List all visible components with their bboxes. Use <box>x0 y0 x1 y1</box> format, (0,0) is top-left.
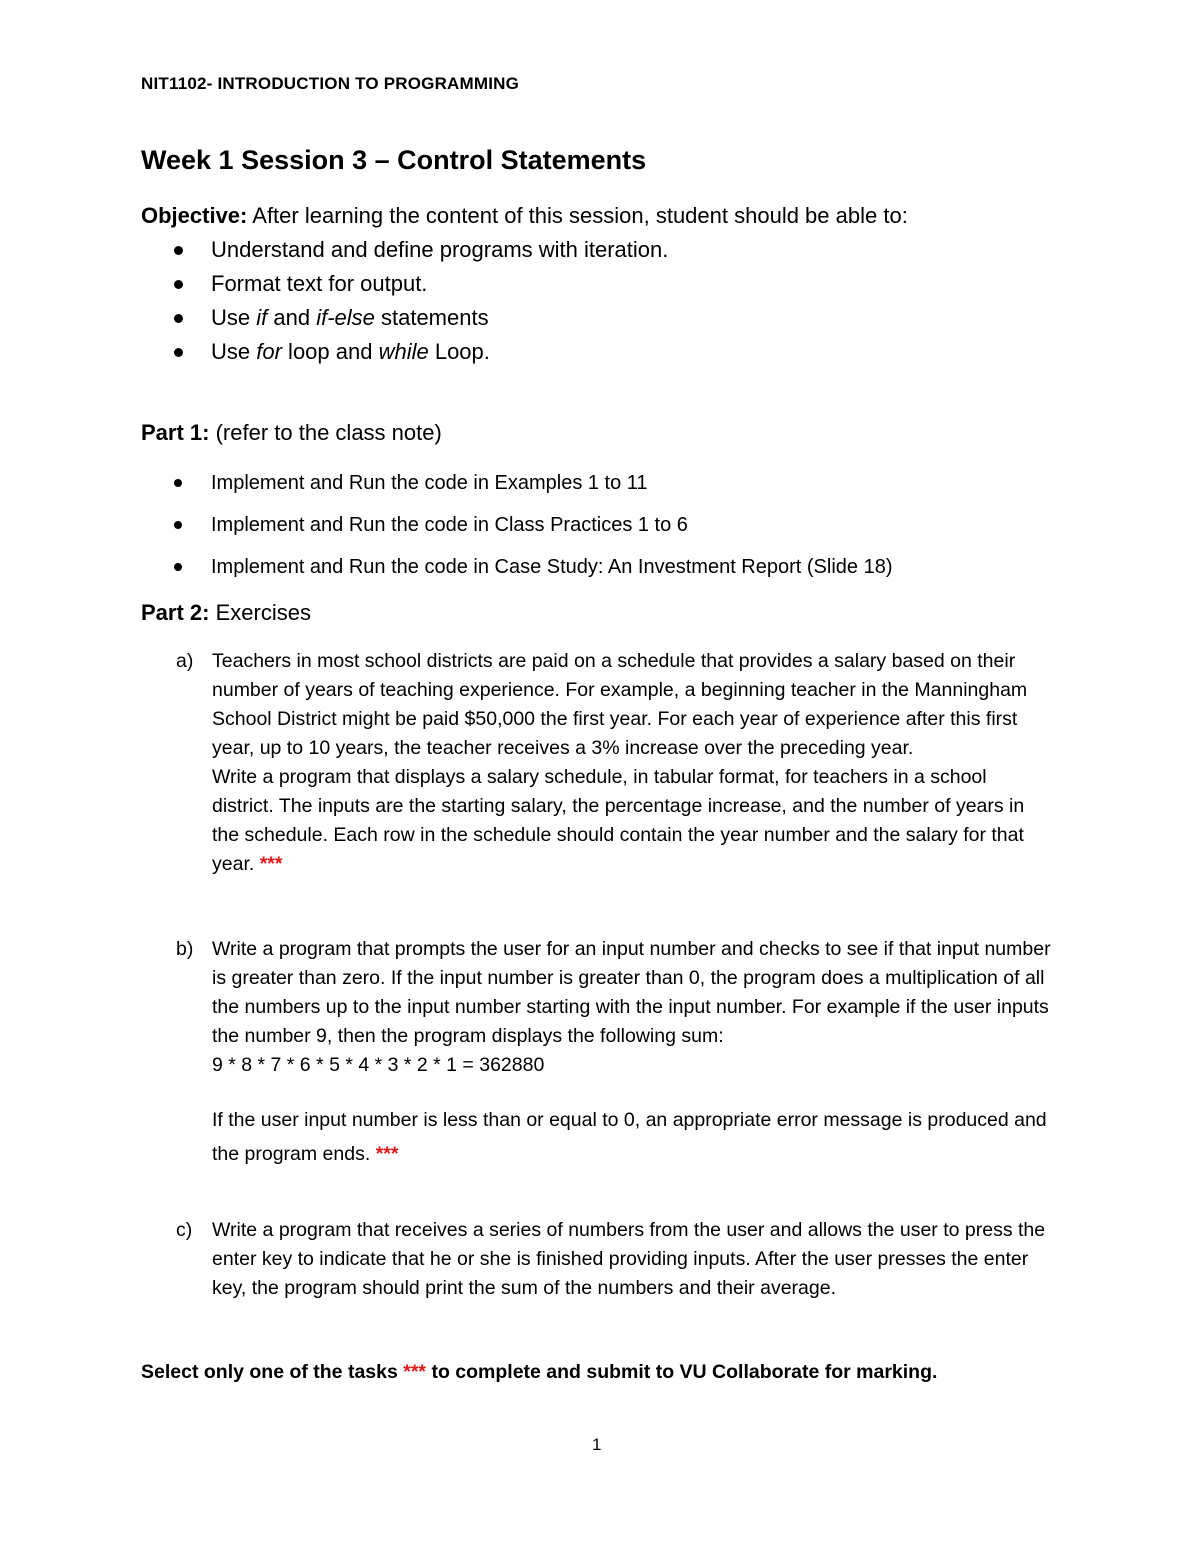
course-header: NIT1102- INTRODUCTION TO PROGRAMMING <box>141 74 520 93</box>
part1-heading <box>141 420 442 446</box>
part1-item: Implement and Run the code in Case Study: An Investment Report (Slide 18) <box>141 549 892 591</box>
exercise-a-text: Teachers in most school districts are paid on a schedule that provides a salary based on their number of years of teaching experience. For example, a beginning teacher in the Manningham School District might be paid $50,000 the first year. For each year of experience after this first year, up to 10 years, the teacher receives a 3% increase over the preceding year. <box>212 650 1028 759</box>
marked-task-stars: *** <box>375 1143 399 1165</box>
objective-line <box>141 203 908 229</box>
marked-task-stars: *** <box>259 853 283 875</box>
exercise-b-error-text: If the user input number is less than or equal to 0, an appropriate error message is produced and the program ends. *** <box>212 1109 1047 1165</box>
submission-instruction: Select only one of the tasks *** to complete and submit to VU Collaborate for marking. <box>141 1361 938 1383</box>
bullet-icon <box>174 280 183 289</box>
objective-label: Objective: <box>141 203 248 228</box>
part2-text: Exercises <box>209 600 311 625</box>
exercise-b-formula: 9 * 8 * 7 * 6 * 5 * 4 * 3 * 2 * 1 = 362880 <box>212 1054 545 1076</box>
exercise-a-task: Write a program that displays a salary schedule, in tabular format, for teachers in a school district. The inputs are the starting salary, the percentage increase, and the number of years in the schedule. Each row in the schedule should contain the year number and the salary for that year. *** <box>212 766 1025 875</box>
part2-label: Part 2: <box>141 600 210 625</box>
bullet-icon <box>174 314 183 323</box>
marked-task-stars: *** <box>403 1361 427 1383</box>
objective-text: After learning the content of this session, student should be able to: <box>247 203 908 228</box>
part1-text: (refer to the class note) <box>209 420 442 445</box>
exercise-b-text: Write a program that prompts the user for an input number and checks to see if that input number is greater than zero. If the input number is greater than 0, the program does a multiplication of all the numbers up to the input number starting with the input number. For example if the user inputs the number 9, then the program displays the following sum: <box>212 938 1051 1047</box>
exercise-c-text: Write a program that receives a series of numbers from the user and allows the user to press the enter key to indicate that he or she is finished providing inputs. After the user presses the enter key, the program should print the sum of the numbers and their average. <box>212 1219 1046 1299</box>
bullet-icon <box>174 563 182 571</box>
objective-item: Format text for output. <box>141 267 668 301</box>
bullet-icon <box>174 521 182 529</box>
objective-list <box>141 233 668 369</box>
part1-label: Part 1: <box>141 420 210 445</box>
part1-item: Implement and Run the code in Class Practices 1 to 6 <box>141 507 892 549</box>
exercise-c-label: c) <box>176 1219 193 1241</box>
objective-item: Understand and define programs with iteration. <box>141 233 668 267</box>
part1-item: Implement and Run the code in Examples 1 to 11 <box>141 465 892 507</box>
page-number: 1 <box>592 1435 602 1454</box>
bullet-icon <box>174 246 183 255</box>
objective-item: Use for loop and while Loop. <box>141 335 668 369</box>
page-title: Week 1 Session 3 – Control Statements <box>141 145 647 175</box>
part1-list <box>141 465 892 591</box>
bullet-icon <box>174 348 183 357</box>
objective-item: Use if and if-else statements <box>141 301 668 335</box>
part2-heading <box>141 600 311 626</box>
exercise-b-label: b) <box>176 938 194 960</box>
bullet-icon <box>174 479 182 487</box>
exercise-a-label: a) <box>176 650 194 672</box>
